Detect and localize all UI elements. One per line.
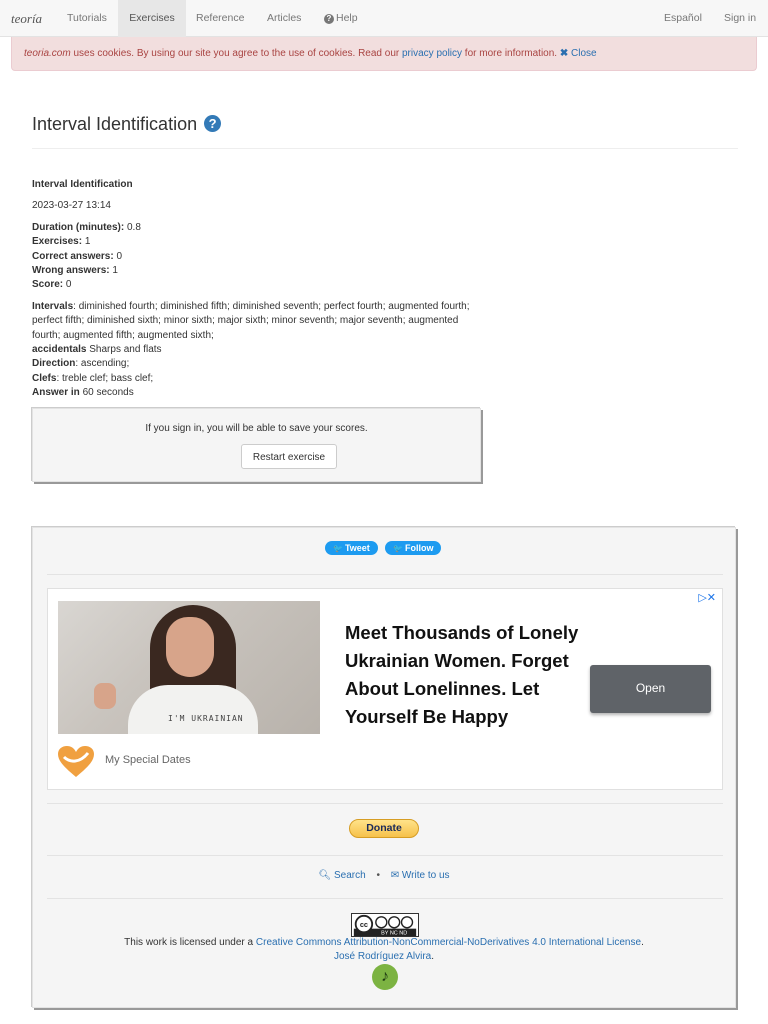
footer-divider <box>47 803 723 804</box>
setting-value: : diminished fourth; diminished fifth; diminished seventh; perfect fourth; augmented fourth; perfect fifth; diminished sixth; minor sixth; major sixth; minor seventh; major seventh; augmented fourth; augmented fifth; augmented sixth; <box>32 300 470 341</box>
signin-well <box>32 408 481 482</box>
ad-choices-icon[interactable]: ▷✕ <box>698 592 716 604</box>
stat-value: 0 <box>113 250 123 262</box>
nav-help-label: Help <box>336 12 358 24</box>
nav-language[interactable]: Español <box>664 12 702 24</box>
svg-text:cc: cc <box>359 919 368 929</box>
nav-signin[interactable]: Sign in <box>724 12 757 24</box>
envelope-icon: ✉ <box>390 870 400 881</box>
stat-value: 0.8 <box>124 221 141 233</box>
results-date: 2023-03-27 13:14 <box>32 200 111 212</box>
setting-value: 60 seconds <box>79 387 134 399</box>
donate-button[interactable]: Donate <box>349 819 419 838</box>
setting-value: : treble clef; bass clef; <box>56 372 154 384</box>
license-prefix: This work is licensed under a <box>124 937 256 948</box>
setting-clefs <box>32 372 480 386</box>
twitter-bird-icon: 🐦 <box>333 544 343 553</box>
stat-duration <box>32 221 480 235</box>
page-title <box>32 114 221 135</box>
ad-photo-shirt <box>128 685 258 734</box>
setting-label: Direction <box>32 358 76 370</box>
cookie-close-button[interactable] <box>560 48 597 59</box>
footer-links <box>33 870 735 881</box>
stat-value: 1 <box>109 265 118 277</box>
restart-exercise-button[interactable]: Restart exercise <box>241 444 337 469</box>
stat-correct <box>32 250 480 264</box>
title-divider <box>32 148 738 149</box>
top-navbar <box>0 0 768 37</box>
privacy-policy-link[interactable]: privacy policy <box>402 48 463 59</box>
tweet-label: Tweet <box>344 543 370 553</box>
stat-score <box>32 278 480 292</box>
setting-label: accidentals <box>32 344 87 356</box>
help-question-icon[interactable]: ? <box>204 115 221 132</box>
setting-intervals <box>32 300 480 343</box>
ad-photo[interactable] <box>58 601 320 734</box>
follow-label: Follow <box>404 543 434 553</box>
nav-tutorials[interactable]: Tutorials <box>67 12 107 24</box>
footer-divider <box>47 855 723 856</box>
cookie-after: for more information. <box>462 48 558 59</box>
ad-photo-face <box>166 617 214 677</box>
page-title-text: Interval Identification <box>32 114 198 134</box>
setting-label: Intervals <box>32 300 74 312</box>
stat-wrong <box>32 264 480 278</box>
ad-open-button[interactable]: Open <box>590 665 711 713</box>
music-note-logo-icon[interactable]: ♪ <box>372 964 398 990</box>
signin-message: If you sign in, you will be able to save your scores. <box>145 423 368 434</box>
question-circle-icon: ? <box>324 14 334 24</box>
creative-commons-badge-icon[interactable] <box>351 913 419 937</box>
heart-logo-icon <box>56 745 96 779</box>
cookie-banner <box>11 37 757 71</box>
nav-reference[interactable]: Reference <box>196 12 245 24</box>
setting-accidentals <box>32 343 480 357</box>
results-stats <box>32 221 480 293</box>
stat-label: Duration (minutes): <box>32 221 125 233</box>
nav-help[interactable] <box>313 0 369 37</box>
nav-articles[interactable]: Articles <box>267 12 302 24</box>
setting-direction <box>32 357 480 371</box>
setting-value: : ascending; <box>75 358 130 370</box>
search-link[interactable] <box>318 870 365 881</box>
stat-exercises <box>32 235 480 249</box>
author-link[interactable]: José Rodríguez Alvira <box>333 951 432 963</box>
cc-badge-text: BY NC ND <box>381 930 408 937</box>
stat-label: Wrong answers: <box>32 265 110 277</box>
brand-logo[interactable]: teoría <box>11 11 43 26</box>
ad-photo-thumb <box>94 683 116 709</box>
stat-label: Correct answers: <box>32 250 114 262</box>
stat-value: 0 <box>63 279 72 291</box>
results-settings <box>32 300 480 401</box>
cookie-text: uses cookies. By using our site you agree to the use of cookies. Read our <box>70 48 402 59</box>
tweet-button[interactable] <box>325 541 378 555</box>
stat-value: 1 <box>82 236 91 248</box>
setting-label: Answer in <box>32 387 80 399</box>
license-text: This work is licensed under a Creative Commons Attribution-NonCommercial-NoDerivatives 4.0 International License. José Rodríguez Alvira. <box>124 937 644 963</box>
stat-label: Score: <box>32 279 64 291</box>
cookie-close-label: Close <box>571 48 597 59</box>
search-icon: 🔍︎ <box>318 870 332 881</box>
footer-panel <box>32 527 736 1008</box>
ad-advertiser[interactable]: My Special Dates <box>105 754 191 766</box>
setting-value: Sharps and flats <box>86 344 162 356</box>
search-label: Search <box>333 870 366 881</box>
nav-exercises[interactable]: Exercises <box>118 0 186 37</box>
ad-headline[interactable]: Meet Thousands of Lonely Ukrainian Women. Forget About Lonelinnes. Let Yourself Be Happy <box>345 622 579 727</box>
write-label: Write to us <box>401 870 450 881</box>
results-panel <box>32 178 480 401</box>
close-x-icon: ✖ <box>559 48 569 59</box>
link-separator: • <box>376 870 380 881</box>
footer-divider <box>47 898 723 899</box>
cookie-site: teoria.com <box>24 48 71 59</box>
license-link[interactable]: Creative Commons Attribution-NonCommercial-NoDerivatives 4.0 International License <box>255 937 642 948</box>
ad-shirt-text: I'M UKRAINIAN <box>168 714 244 723</box>
twitter-bird-icon: 🐦 <box>393 544 403 553</box>
setting-answer-time <box>32 386 480 400</box>
stat-label: Exercises: <box>32 236 83 248</box>
footer-divider <box>47 574 723 575</box>
advertisement[interactable] <box>47 588 723 790</box>
setting-label: Clefs <box>32 372 57 384</box>
follow-button[interactable] <box>385 541 441 555</box>
write-to-us-link[interactable] <box>391 870 450 881</box>
results-heading: Interval Identification <box>32 179 133 190</box>
